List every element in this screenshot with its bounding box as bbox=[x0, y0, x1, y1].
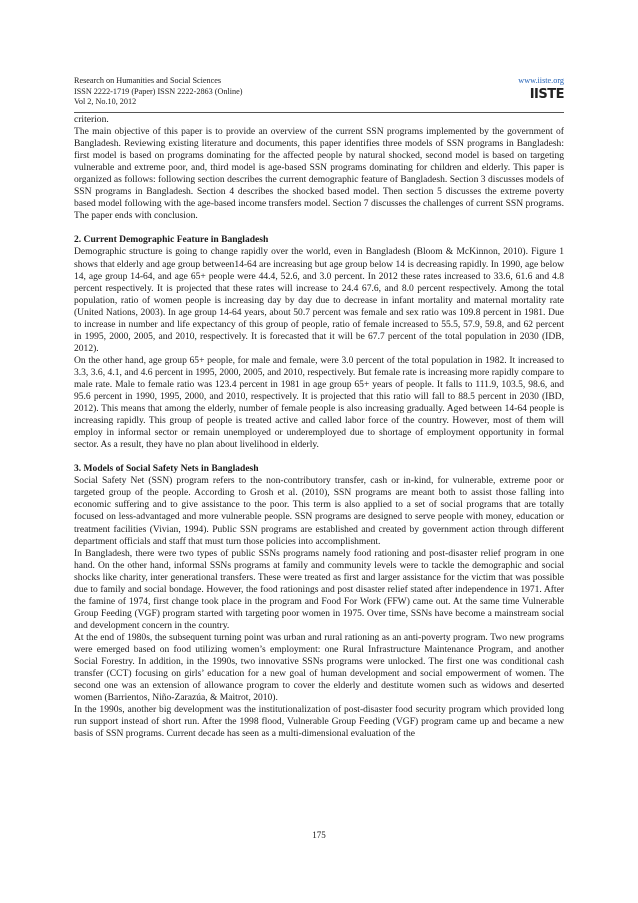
paragraph: criterion. bbox=[74, 114, 109, 125]
publisher-info bbox=[518, 76, 564, 101]
header-rule bbox=[74, 112, 564, 113]
paragraph: In Bangladesh, there were two types of public SSNs programs namely food rationing and post-disaster relief program in one hand. On the other hand, informal SSNs programs at family and community levels were to tackle the demographic and social shocks like charity, inter generational transfers. These were treated as first and larger assistance for the victim that was possible due to family and social bondage. However, the food rationings and post disaster relief stated after independence in 1971. After the famine of 1974, first change took place in the program and Food For Work (FFW) came out. At the same time Vulnerable Group Feeding (VGF) program started with targeting poor women in 1975. Over time, SSNs have become a mainstream social and development concern in the country. bbox=[74, 547, 564, 631]
journal-info bbox=[74, 76, 243, 108]
journal-issn: ISSN 2222-1719 (Paper) ISSN 2222-2863 (Online) bbox=[74, 86, 243, 96]
spacer bbox=[74, 222, 564, 234]
spacer bbox=[74, 451, 564, 463]
journal-volume: Vol 2, No.10, 2012 bbox=[74, 97, 137, 106]
page-body bbox=[74, 114, 564, 740]
iiste-logo bbox=[530, 88, 564, 101]
paragraph: On the other hand, age group 65+ people, for male and female, were 3.0 percent of the total population in 1982. It increased to 3.3, 3.6, 4.1, and 4.6 percent in 1995, 2000, 2005, and 2010, respectively. But female rate is increasing more rapidly compare to male rate. Male to female ratio was 123.4 percent in 1981 in age group 65+ years of people. It falls to 111.9, 103.5, 98.6, and 95.6 percent in 1990, 1995, 2000, and 2010, respectively. It is projected that this ratio will fall to 88.5 percent in 2030 (IBD, 2012). This means that among the elderly, number of female people is also increasing gradually. Aged between 14-64 people is increasing rapidly. This group of people is treated active and called labor force of the country. However, most of them will employ in informal sector or remain unemployed or underemployed due to shortage of employment opportunity in formal sector. As a result, they have no plan about livelihood in elderly. bbox=[74, 354, 564, 451]
paragraph: In the 1990s, another big development was the institutionalization of post-disaster food security program which provided long run support instead of short run. After the 1998 flood, Vulnerable Group Feeding (VGF) program came up and became a new basis of SSN programs. Current decade has seen as a multi-dimensional evaluation of the bbox=[74, 704, 564, 740]
journal-title: Research on Humanities and Social Sciences bbox=[74, 76, 222, 85]
section-heading: 3. Models of Social Safety Nets in Bangladesh bbox=[74, 463, 259, 475]
paragraph: Social Safety Net (SSN) program refers to the non-contributory transfer, cash or in-kind, for vulnerable, extreme poor or targeted group of the people. According to Grosh et al. (2010), SSN programs are meant both to assist those falling into economic suffering and to give assistance to the poor. This term is also applied to a set of social programs that are totally focused on less-advantaged and more vulnerable people. SSN programs are designed to serve people with money, education or treatment facilities (Vivian, 1994). Public SSN programs are established and created by government action through different department officials and staff that must turn those policies into accomplishment. bbox=[74, 475, 564, 547]
paragraph: At the end of 1980s, the subsequent turning point was urban and rural rationing as an anti-poverty program. Two new programs were emerged based on food utilizing women’s employment: one Rural Infrastructure Maintenance Program, and another Social Forestry. In addition, in the 1990s, two innovative SSNs programs were unlocked. The first one was conditional cash transfer (CCT) focusing on girls’ education for a new goal of human development and social empowerment of women. The second one was an extension of allowance program to cover the elderly and destitute women such as widows and deserted women (Barrientos, Niño-Zarazúa, & Maitrot, 2010). bbox=[74, 631, 564, 704]
page-number: 175 bbox=[312, 830, 326, 840]
publisher-url[interactable]: www.iiste.org bbox=[518, 76, 564, 85]
iiste-logo-text: IISTE bbox=[529, 86, 564, 102]
section-heading: 2. Current Demographic Feature in Bangladesh bbox=[74, 234, 269, 246]
paragraph: Demographic structure is going to change rapidly over the world, even in Bangladesh (Bloom & McKinnon, 2010). Figure 1 shows that elderly and age group between14-64 are increasing but age group below 14 is decreasing rapidly. In 1990, age below 14, age group 14-64, and age 65+ people were 44.4, 52.6, and 3.0 percent. In 2012 these rates increased to 33.6, 61.6 and 4.8 percent respectively. It is projected that these rates will increase to 24.4 67.6, and 8.0 percent respectively. Among the total population, ratio of women people is increasing day by day due to decrease in infant mortality and maternal mortality rate (United Nations, 2003). In age group 14-64 years, about 50.7 percent was female and sex ratio was 109.8 percent in 1981. Due to increase in number and life expectancy of this group of people, ratio of female increased to 55.5, 57.9, 59.8, and 62 percent in 1995, 2000, 2005, and 2010, respectively. It is forecasted that it will be 67.7 percent of the total population in 2030 (IDB, 2012). bbox=[74, 246, 564, 354]
paragraph: The main objective of this paper is to provide an overview of the current SSN programs implemented by the government of Bangladesh. Reviewing existing literature and documents, this paper identifies three models of SSN programs in Bangladesh: first model is based on programs dominating for the affected people by natural shocked, second model is based on targeting vulnerable and extreme poor, and, third model is age-based SSN programs dominating for children and elderly. This paper is organized as follows: following section describes the current demographic feature of Bangladesh. Section 3 discusses models of SSN programs in Bangladesh. Section 4 describes the shocked based model. Then section 5 discusses the extreme poverty based model following with the age-based income transfers model. Section 7 discusses the challenges of current SSN programs. The paper ends with conclusion. bbox=[74, 126, 564, 222]
